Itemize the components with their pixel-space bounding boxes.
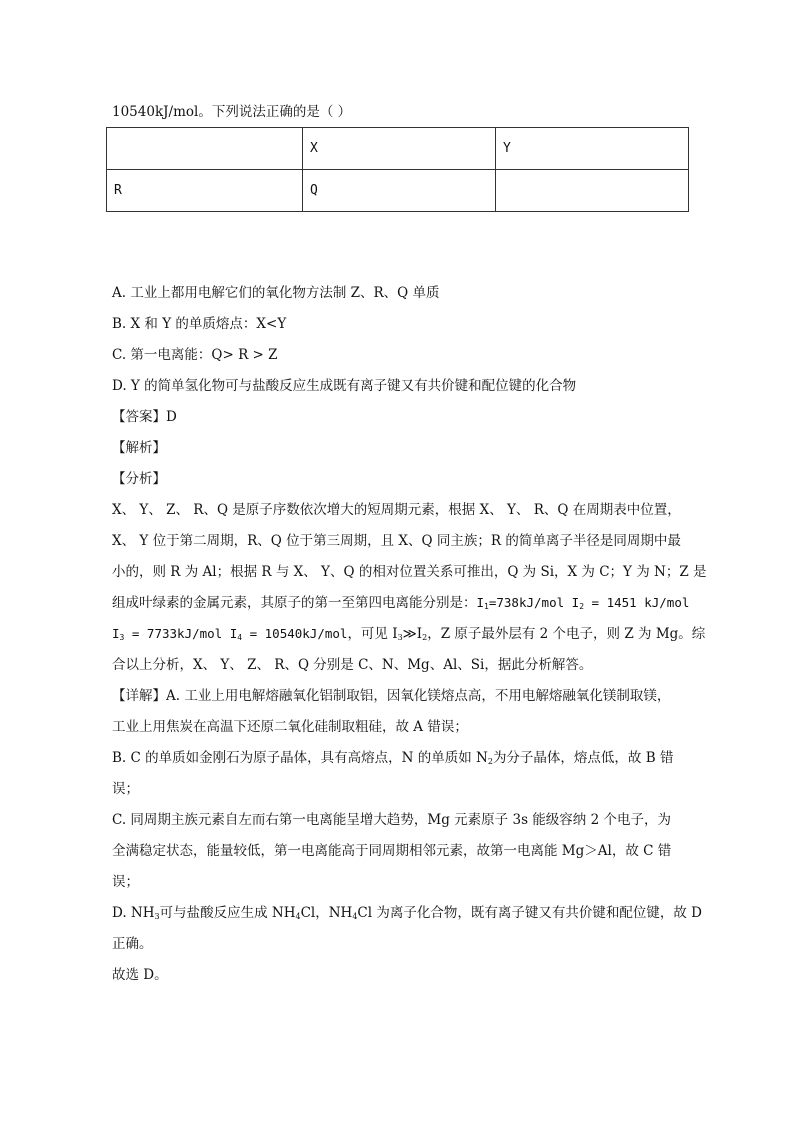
option-a: A. 工业上都用电解它们的氧化物方法制 Z、R、Q 单质 [112,285,440,301]
detail-line [112,903,702,923]
table-cell [496,170,689,212]
detail-text: 为分子晶体，熔点低，故 B 错 [492,750,674,766]
analysis-line: X、 Y 位于第二周期，R、Q 位于第三周期，且 X、Q 同主族；R 的简单离子半径是同周期中最 [112,533,681,549]
analysis-line [112,593,692,613]
subscript: 2 [422,633,428,642]
option-d: D. Y 的简单氢化物可与盐酸反应生成既有离子键又有共价键和配位键的化合物 [112,378,577,394]
ionization-i4: $I_4 = 10540kJ/mol$ [229,626,348,642]
option-b: B. X 和 Y 的单质熔点：X<Y [112,316,287,332]
detail-text: 可与盐酸反应生成 NH [159,905,296,921]
table-row [107,170,689,212]
detail-line: 工业上用焦炭在高温下还原二氧化硅制取粗硅，故 A 错误； [112,719,468,735]
detail-text: B. C 的单质如金刚石为原子晶体，具有高熔点，N 的单质如 N [112,750,488,766]
ionization-i1: $I_1=738kJ$/mol [476,595,572,611]
option-c: C. 第一电离能：Q> R > Z [112,347,278,363]
detail-text: Cl，NH [300,905,353,921]
detail-line: 全满稳定状态，能量较低，第一电离能高于同周期相邻元素，故第一电离能 Mg＞Al，故 C 错 [112,843,672,859]
table-cell: Y [496,128,689,170]
detail-line: 误； [112,874,139,890]
question-tail-text: 10540kJ/mol。下列说法正确的是（ ） [112,104,352,120]
table-cell: X [303,128,496,170]
fenxi-heading: 【分析】 [112,471,166,487]
subscript: 3 [154,912,160,921]
analysis-text: ，可见 I [347,626,398,642]
analysis-line: 合以上分析，X、 Y、 Z、 R、Q 分别是 C、N、Mg、Al、Si，据此分析解答。 [112,657,593,673]
table-cell [107,128,303,170]
table-row [107,128,689,170]
detail-text: Cl 为离子化合物，既有离子键又有共价键和配位键，故 D [357,905,702,921]
jiexi-heading: 【解析】 [112,440,166,456]
detail-line: 【详解】A. 工业上用电解熔融氧化铝制取铝，因氧化镁熔点高，不用电解熔融氧化镁制取镁， [112,688,671,704]
detail-line: 正确。 [112,936,153,952]
subscript: 2 [487,757,493,766]
answer-label: 【答案】D [112,409,177,425]
analysis-line: X、 Y、 Z、 R、Q 是原子序数依次增大的短周期元素，根据 X、 Y、 R、Q 在周期表中位置， [112,502,681,518]
subscript: 3 [397,633,403,642]
table-cell: Q [303,170,496,212]
conclusion-line: 故选 D。 [112,967,168,983]
analysis-line [112,624,706,644]
detail-text: D. NH [112,905,155,921]
analysis-text: ，Z 原子最外层有 2 个电子，则 Z 为 Mg。综 [427,626,706,642]
ionization-i2: $I_2 = 1451$ kJ/mol [571,595,690,611]
detail-line [112,748,692,768]
ionization-i3: $I_3 = 7733kJ/mol$ [112,626,230,642]
table-cell: R [107,170,303,212]
analysis-line: 小的，则 R 为 Al；根据 R 与 X、 Y、Q 的相对位置关系可推出，Q 为 Si，X 为 C；Y 为 N；Z 是 [112,564,707,580]
subscript: 4 [352,912,358,921]
subscript: 4 [295,912,301,921]
detail-line: 误； [112,781,139,797]
detail-line: C. 同周期主族元素自左而右第一电离能呈增大趋势，Mg 元素原子 3s 能级容纳 2 个电子，为 [112,812,671,828]
periodic-position-table [106,127,689,212]
analysis-text: ≫I [402,626,423,642]
analysis-text: 组成叶绿素的金属元素，其原子的第一至第四电离能分别是： [112,595,477,611]
